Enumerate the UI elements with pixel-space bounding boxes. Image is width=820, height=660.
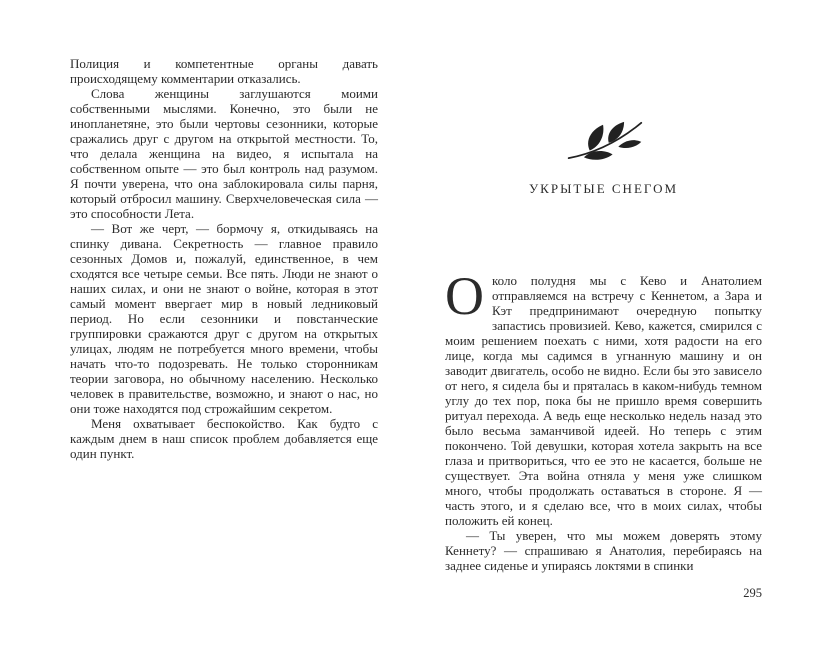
opening-paragraph-text: коло полудня мы с Кево и Анатолием отправляемся на встречу с Кеннетом, а Зара и Кэт предпринимают очередную попытку запастись провизией. Кево, кажется, смирился с моим решением поехать с ними, хотя радости на его лице, когда мы садимся в угнанную машину и он заводит двигатель, особо не видно. Если бы это зависело от него, я сидела бы и пряталась в каком-нибудь темном углу до тех пор, пока бы не пришло время совершить ритуал перехода. А ведь еще несколько недель назад это было весьма заманчивой идеей. Но теперь с этим покончено. Той девушки, которая хотела закрыть на все глаза и притвориться, что ее это не касается, больше не существует. Эта война отняла у меня уже слишком много, чтобы продолжать оставаться в стороне. Я — часть этого, и я сделаю все, что в моих силах, чтобы положить ей конец. (445, 273, 762, 528)
opening-paragraph (445, 266, 762, 528)
paragraph: — Вот же черт, — бормочу я, откидываясь на спинку дивана. Секретность — главное правило сезонных Домов и, пожалуй, единственное, в чем сходятся все четыре семьи. Все пять. Люди не знают о наших силах, и они не знают о войне, которая в этот самый момент ввергает мир в новый ледниковый период. Но если сезонники и повстанческие группировки сражаются друг с другом на открытых улицах, людям не потребуется много времени, чтобы начать что-то подозревать. Не только сторонникам теории заговора, но обычному населению. Несколько человек в правительстве, возможно, и знают о нас, но они тоже находятся под строжайшим секретом. (70, 221, 378, 416)
paragraph: Меня охватывает беспокойство. Как будто с каждым днем в наш список проблем добавляется еще один пункт. (70, 416, 378, 461)
left-page (70, 56, 378, 461)
drop-cap: О (445, 266, 484, 326)
page-number: 295 (743, 586, 762, 600)
right-page (445, 56, 762, 573)
paragraph: Слова женщины заглушаются моими собственными мыслями. Конечно, это были не инопланетяне, это были чертовы сезонники, которые сражались друг с другом на открытой местности. То, что делала женщина на видео, я испытала на собственном опыте — это был контроль над разумом. Я почти уверена, что она заблокировала силы парня, который отбросил машину. Сверхчеловеческая сила — это способности Лета. (70, 86, 378, 221)
chapter-title: УКРЫТЫЕ СНЕГОМ (528, 181, 679, 196)
paragraph: Полиция и компетентные органы давать происходящему комментарии отказались. (70, 56, 378, 86)
paragraph: — Ты уверен, что мы можем доверять этому Кеннету? — спрашиваю я Анатолия, перебираясь на заднее сиденье и упираясь локтями в спинки (445, 528, 762, 573)
leaf-branch-icon (561, 118, 647, 167)
